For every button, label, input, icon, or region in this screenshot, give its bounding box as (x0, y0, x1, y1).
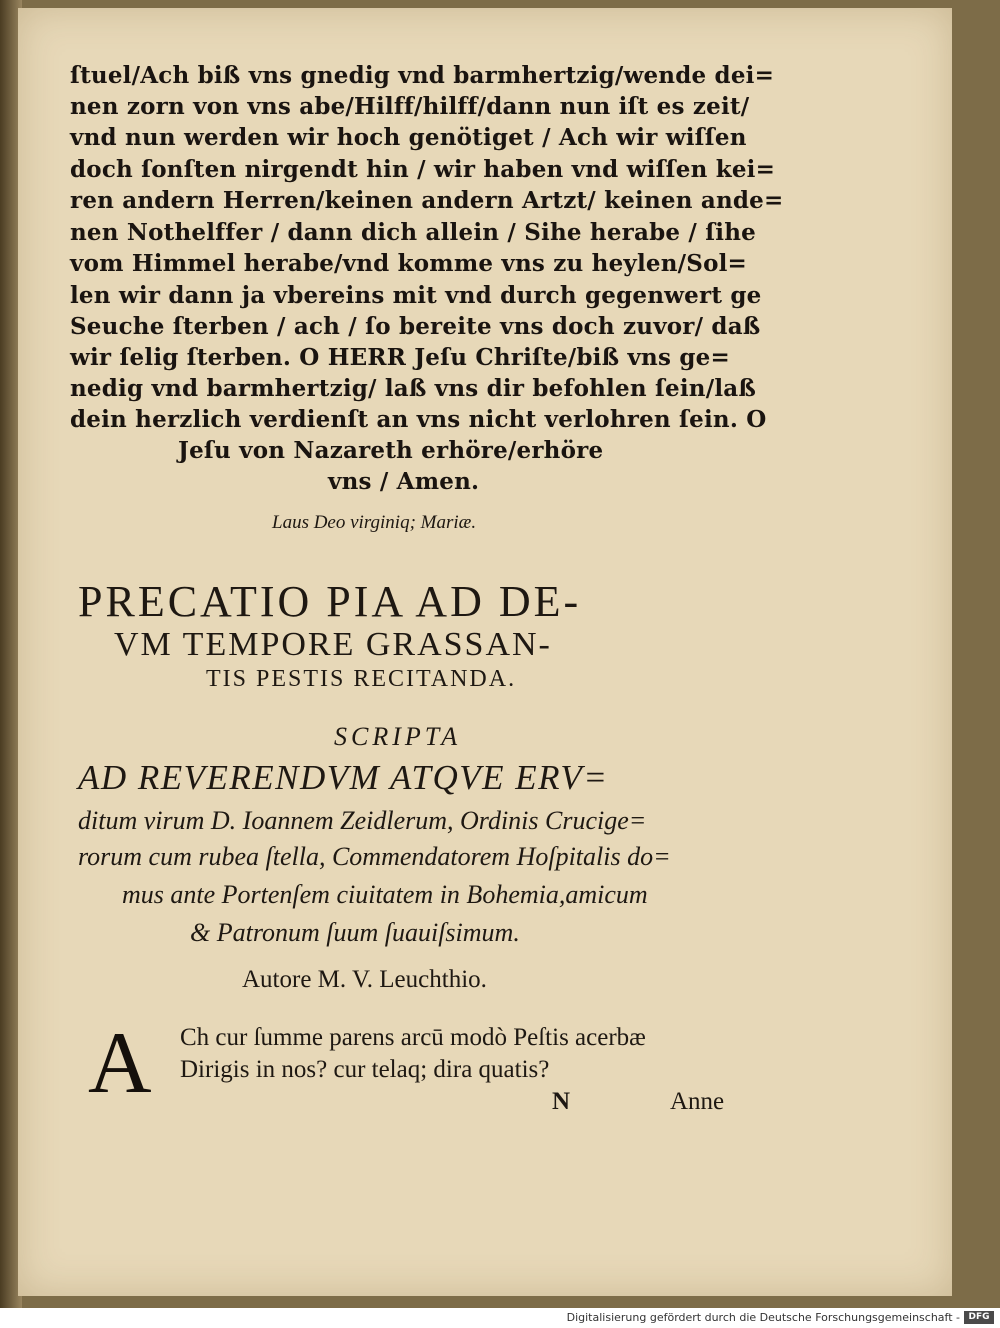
german-line-10: wir ſelig ſterben. O HERR Jeſu Chriſte/biß vns ge= (70, 344, 730, 371)
scripta-heading: SCRIPTA (334, 722, 462, 751)
author-line: Autore M. V. Leuchthio. (242, 966, 487, 993)
dedication-caps-line: AD REVERENDVM ATQVE ERV= (78, 758, 609, 797)
german-line-7: vom Himmel herabe/vnd komme vns zu heylen/Sol= (70, 250, 748, 277)
german-line-1: ſtuel/Ach biß vns gnedig vnd barmhertzig/wende dei= (70, 62, 775, 89)
german-line-6: nen Nothelffer / dann dich allein / Sihe herabe / ſihe (70, 219, 756, 246)
german-line-14: vns / Amen. (328, 468, 480, 495)
dedication-line-3: mus ante Portenſem ciuitatem in Bohemia,amicum (122, 880, 648, 909)
laus-deo-line: Laus Deo virginiq; Mariæ. (272, 512, 477, 533)
title-line-3: TIS PESTIS RECITANDA. (206, 666, 517, 692)
footer-credit-text: Digitalisierung gefördert durch die Deutsche Forschungsgemeinschaft - (566, 1311, 960, 1324)
signature-mark: N (552, 1088, 571, 1115)
verse-line-1: Ch cur ſumme parens arcū modò Peſtis acerbæ (180, 1024, 646, 1051)
dedication-line-1: ditum virum D. Ioannem Zeidlerum, Ordinis Crucige= (78, 806, 647, 835)
german-line-12: dein herzlich verdienſt an vns nicht verlohren ſein. O (70, 406, 767, 433)
dedication-line-4: & Patronum ſuum ſuauiſsimum. (190, 918, 520, 947)
german-line-13: Jeſu von Nazareth erhöre/erhöre (178, 437, 604, 464)
digitization-footer (0, 1308, 1000, 1328)
drop-cap-letter: A (88, 1015, 152, 1112)
german-line-4: doch ſonſten nirgendt hin / wir haben vnd wiſſen kei= (70, 156, 776, 183)
german-line-5: ren andern Herren/keinen andern Artzt/ keinen ande= (70, 187, 784, 214)
german-line-8: len wir dann ja vbereins mit vnd durch gegenwert ge (70, 282, 762, 309)
german-line-3: vnd nun werden wir hoch genötiget / Ach wir wiſſen (70, 124, 747, 151)
dedication-line-2: rorum cum rubea ſtella, Commendatorem Hoſpitalis do= (78, 842, 671, 871)
german-line-11: nedig vnd barmhertzig/ laß vns dir befohlen ſein/laß (70, 375, 757, 402)
german-line-2: nen zorn von vns abe/Hilff/hilff/dann nun iſt es zeit/ (70, 93, 750, 120)
catchword: Anne (670, 1088, 725, 1115)
title-line-2: VM TEMPORE GRASSAN- (114, 626, 552, 663)
dfg-logo: DFG (964, 1311, 994, 1324)
title-line-1: PRECATIO PIA AD DE- (78, 577, 582, 626)
german-line-9: Seuche ſterben / ach / ſo bereite vns doch zuvor/ daß (70, 313, 761, 340)
verse-line-2: Dirigis in nos? cur telaq; dira quatis? (180, 1056, 550, 1083)
